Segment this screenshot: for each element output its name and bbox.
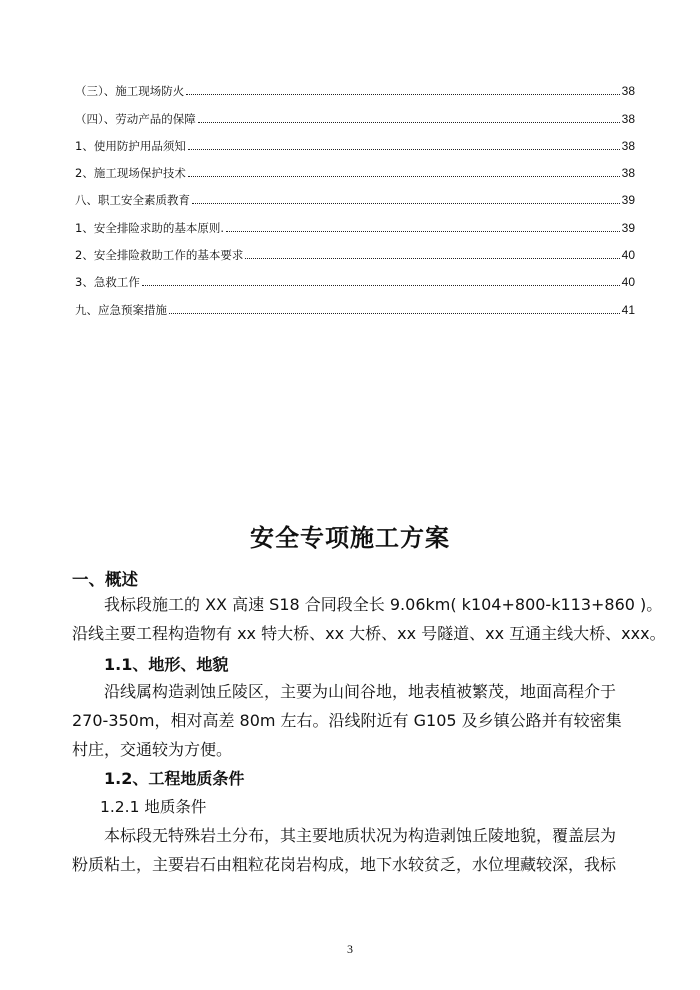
toc-entry[interactable] (75, 127, 635, 154)
document-title: 安全专项施工方案 (250, 524, 450, 552)
toc-leader-dots (188, 148, 620, 150)
toc-entry-page: 40 (621, 275, 635, 290)
toc-entry-page: 38 (621, 166, 635, 181)
toc-entry[interactable] (75, 99, 635, 126)
toc-leader-dots (169, 312, 620, 314)
toc-entry-page: 38 (621, 111, 635, 126)
subsection-heading-geology: 1.2、工程地质条件 (104, 769, 245, 788)
paragraph-line: 村庄，交通较为方便。 (72, 740, 233, 759)
toc-entry-page: 39 (621, 220, 635, 235)
paragraph-line: 270-350m，相对高差 80m 左右。沿线附近有 G105 及乡镇公路并有较密集 (72, 711, 622, 730)
toc-entry-label: 八、职工安全素质教育 (75, 193, 190, 208)
toc-entry-page: 38 (621, 84, 635, 99)
subsection-heading-terrain: 1.1、地形、地貌 (104, 655, 229, 674)
toc-entry[interactable] (75, 290, 635, 317)
toc-leader-dots (186, 93, 619, 95)
paragraph-line: 本标段无特殊岩土分布，其主要地质状况为构造剥蚀丘陵地貌，覆盖层为 (104, 826, 617, 845)
paragraph-overview (72, 590, 666, 648)
toc-leader-dots (226, 230, 620, 232)
toc-entry-label: 1、使用防护用品须知 (75, 138, 186, 153)
toc-entry-page: 38 (621, 138, 635, 153)
section-heading-overview: 一、概述 (72, 570, 138, 589)
toc-entry[interactable] (75, 263, 635, 290)
toc-entry-label: 3、急救工作 (75, 275, 140, 290)
toc-leader-dots (198, 121, 620, 123)
toc-entry-page: 40 (621, 248, 635, 263)
table-of-contents (75, 72, 635, 318)
toc-entry-page: 39 (621, 193, 635, 208)
toc-entry-label: 九、应急预案措施 (75, 302, 167, 317)
toc-entry[interactable] (75, 208, 635, 235)
toc-leader-dots (142, 284, 620, 286)
toc-entry[interactable] (75, 181, 635, 208)
paragraph-line: 我标段施工的 XX 高速 S18 合同段全长 9.06km( k104+800-k113+860 )。 (104, 595, 663, 614)
paragraph-line: 沿线属构造剥蚀丘陵区，主要为山间谷地，地表植被繁茂，地面高程介于 (104, 682, 617, 701)
toc-entry-label: 2、施工现场保护技术 (75, 166, 186, 181)
toc-entry[interactable] (75, 154, 635, 181)
toc-leader-dots (192, 202, 620, 204)
toc-entry-label: （四）、劳动产品的保障 (75, 111, 196, 126)
paragraph-terrain (72, 677, 632, 764)
toc-entry-label: 1、安全排险求助的基本原则. (75, 220, 224, 235)
toc-leader-dots (245, 257, 619, 259)
toc-entry-page: 41 (621, 302, 635, 317)
toc-entry[interactable] (75, 72, 635, 99)
subsubsection-heading-geology: 1.2.1 地质条件 (100, 798, 207, 816)
toc-entry[interactable] (75, 236, 635, 263)
toc-entry-label: （三）、施工现场防火 (75, 84, 185, 99)
paragraph-line: 沿线主要工程构造物有 xx 特大桥、xx 大桥、xx 号隧道、xx 互通主线大桥、xxx。 (72, 624, 666, 643)
page-number: 3 (347, 942, 353, 956)
paragraph-line: 粉质粘土，主要岩石由粗粒花岗岩构成，地下水较贫乏，水位埋藏较深，我标 (72, 855, 617, 874)
paragraph-geology (72, 821, 632, 879)
toc-entry-label: 2、安全排险救助工作的基本要求 (75, 248, 244, 263)
toc-leader-dots (188, 175, 620, 177)
